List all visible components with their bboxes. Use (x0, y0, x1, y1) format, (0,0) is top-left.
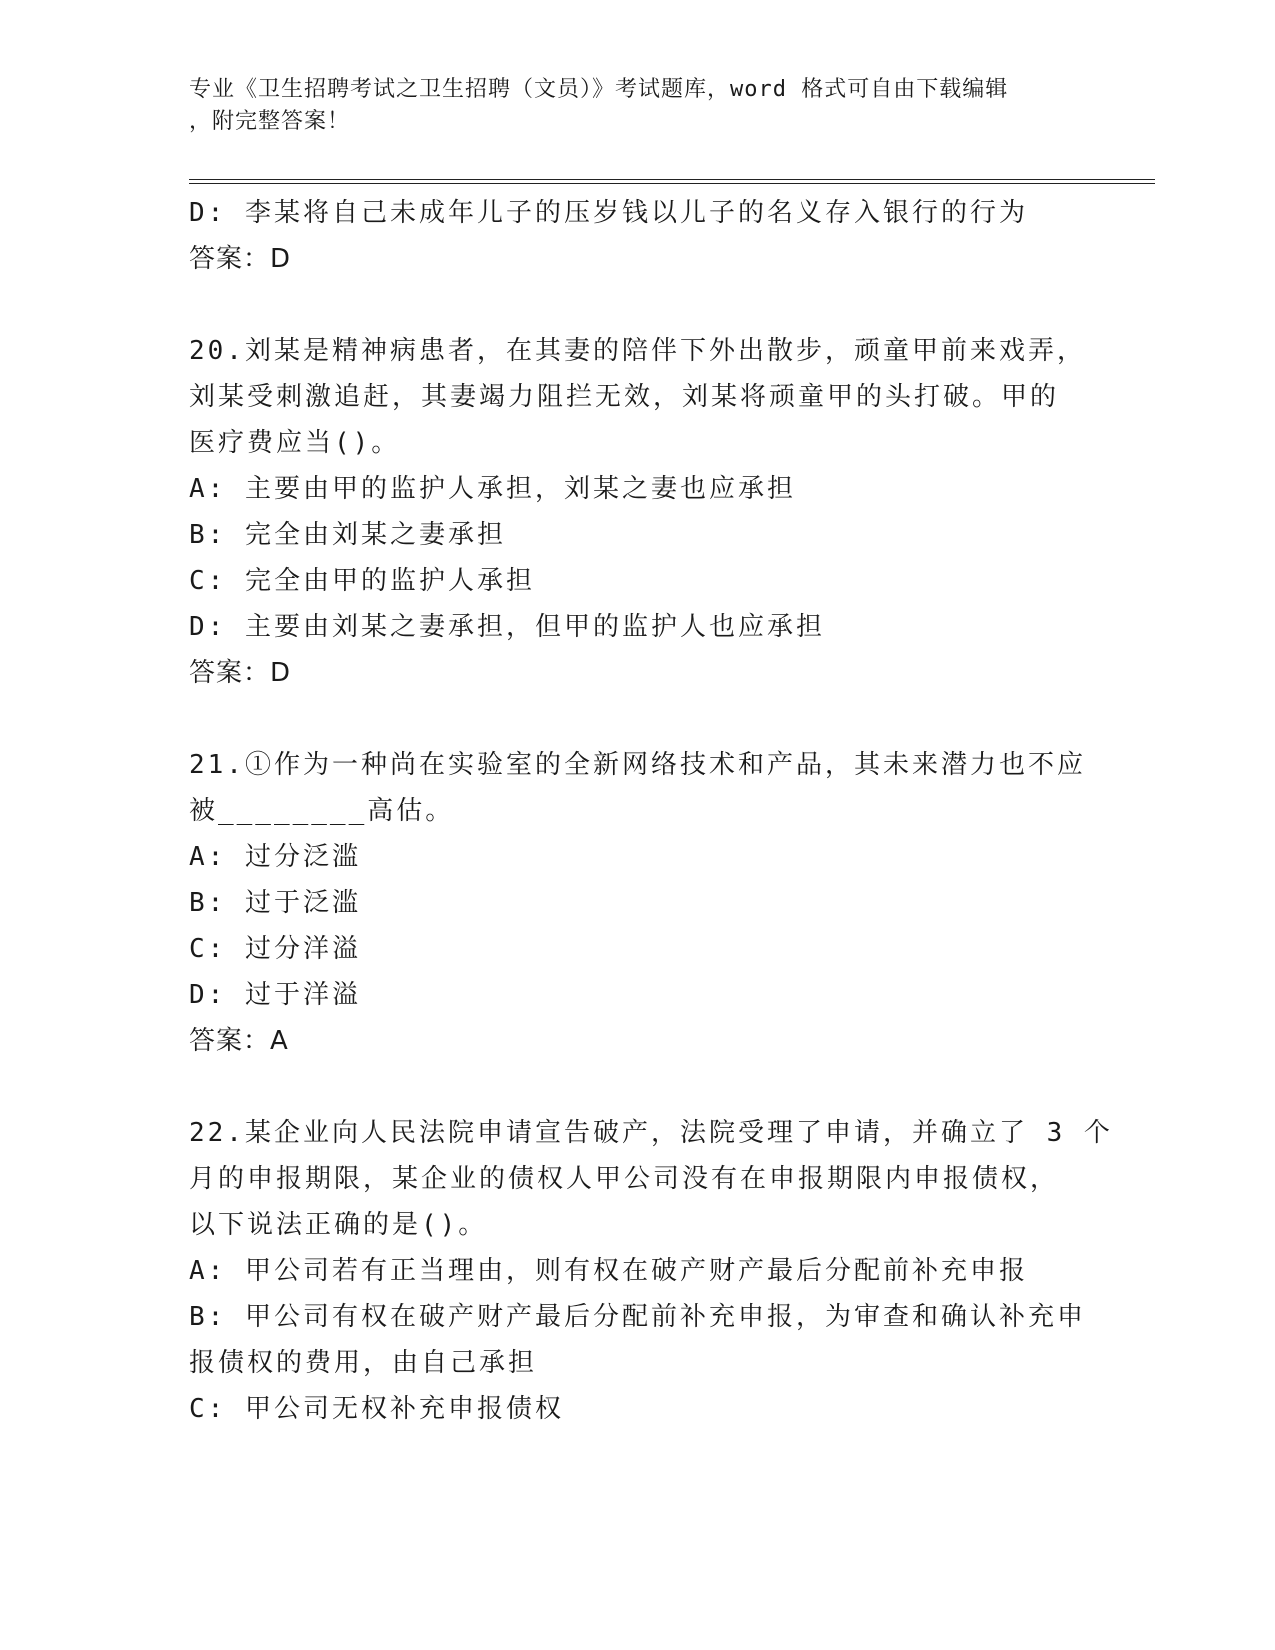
question-stem-line: 被________高估。 (189, 796, 455, 826)
option-c: C: 完全由甲的监护人承担 (189, 566, 535, 596)
answer-label: 答案：A (189, 1026, 289, 1056)
option-a: A: 过分泛滥 (189, 842, 361, 872)
question-stem-line: 20.刘某是精神病患者，在其妻的陪伴下外出散步，顽童甲前来戏弄， (189, 336, 1086, 366)
header-line-1: 专业《卫生招聘考试之卫生招聘（文员）》考试题库，word 格式可自由下载编辑 (189, 77, 1009, 102)
header-divider-top (189, 179, 1155, 180)
option-d: D: 李某将自己未成年儿子的压岁钱以儿子的名义存入银行的行为 (189, 198, 1028, 228)
question-22 (189, 1110, 1113, 1432)
option-d: D: 主要由刘某之妻承担，但甲的监护人也应承担 (189, 612, 825, 642)
question-stem-line: 刘某受刺激追赶，其妻竭力阻拦无效，刘某将顽童甲的头打破。甲的 (189, 382, 1060, 412)
option-a: A: 主要由甲的监护人承担，刘某之妻也应承担 (189, 474, 796, 504)
question-stem-line: 22.某企业向人民法院申请宣告破产，法院受理了申请，并确立了 3 个 (189, 1118, 1113, 1148)
answer-label: 答案：D (189, 658, 292, 688)
header-line-2: ，附完整答案！ (189, 109, 351, 134)
spacer (189, 1064, 1089, 1110)
header-divider-bottom (189, 183, 1155, 184)
option-d: D: 过于洋溢 (189, 980, 361, 1010)
document-header (189, 74, 1069, 138)
question-list (189, 190, 1113, 1432)
option-b: B: 完全由刘某之妻承担 (189, 520, 506, 550)
spacer (189, 696, 1089, 742)
spacer (189, 282, 1089, 328)
option-b: B: 过于泛滥 (189, 888, 361, 918)
question-stem-line: 月的申报期限，某企业的债权人甲公司没有在申报期限内申报债权， (189, 1164, 1060, 1194)
option-c: C: 过分洋溢 (189, 934, 361, 964)
question-21 (189, 742, 1089, 1064)
option-b-line: B: 甲公司有权在破产财产最后分配前补充申报，为审查和确认补充申 (189, 1302, 1086, 1332)
option-c: C: 甲公司无权补充申报债权 (189, 1394, 564, 1424)
option-a: A: 甲公司若有正当理由，则有权在破产财产最后分配前补充申报 (189, 1256, 1028, 1286)
question-20 (189, 328, 1089, 696)
option-b-line: 报债权的费用，由自己承担 (189, 1348, 538, 1378)
answer-label: 答案：D (189, 244, 292, 274)
question-stem-line: 以下说法正确的是()。 (189, 1210, 488, 1240)
question-stem-line: 医疗费应当()。 (189, 428, 401, 458)
question-stem-line: 21.①作为一种尚在实验室的全新网络技术和产品，其未来潜力也不应 (189, 750, 1086, 780)
question-19 (189, 190, 1089, 282)
